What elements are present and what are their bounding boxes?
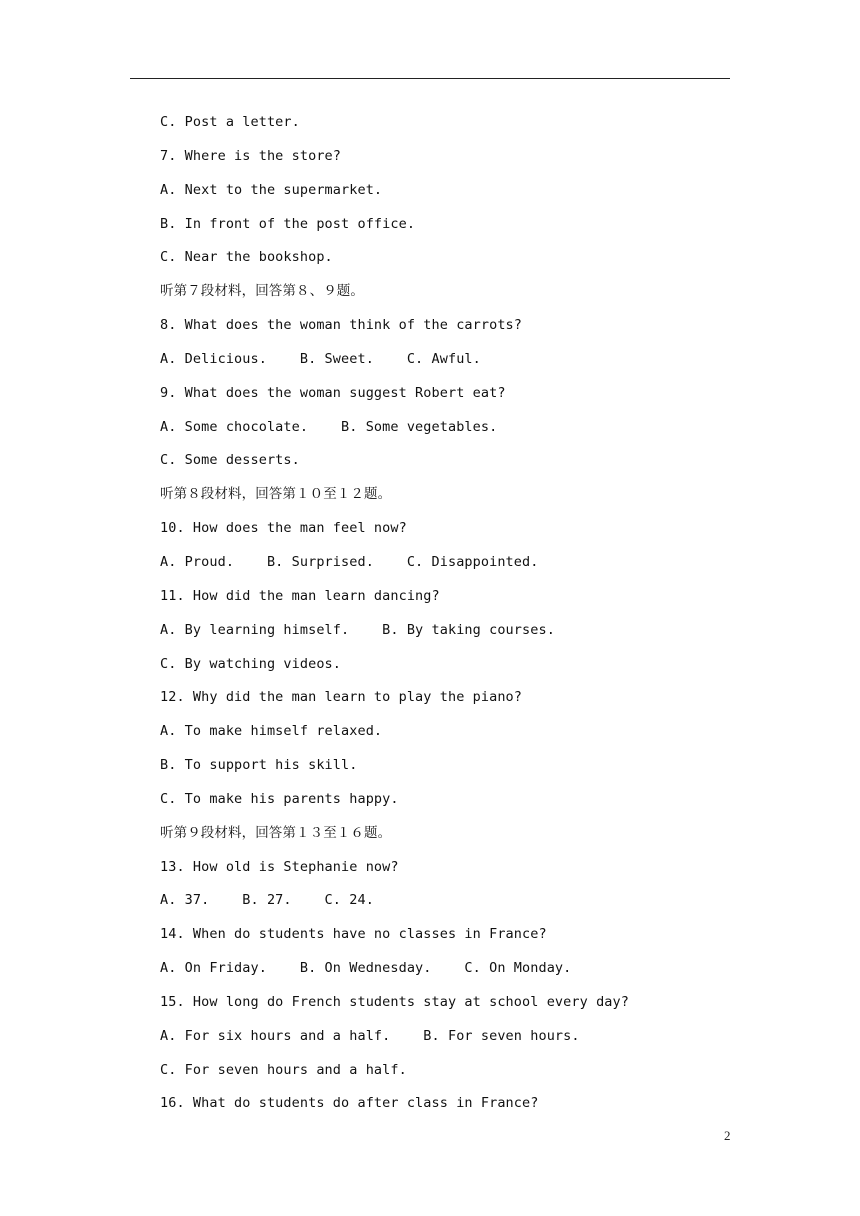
option-line: B. In front of the post office. bbox=[160, 215, 416, 232]
question-line: 9. What does the woman suggest Robert eat? bbox=[160, 384, 506, 401]
option-line: A. Next to the supermarket. bbox=[160, 181, 383, 198]
question-line: 16. What do students do after class in France? bbox=[160, 1095, 539, 1112]
question-line: 10. How does the man feel now? bbox=[160, 520, 407, 537]
question-line: 11. How did the man learn dancing? bbox=[160, 587, 440, 604]
option-line: C. Some desserts. bbox=[160, 452, 300, 469]
option-line: A. By learning himself. B. By taking courses. bbox=[160, 621, 555, 638]
section-heading: 听第８段材料，回答第１０至１２题。 bbox=[160, 486, 392, 503]
option-line: B. To support his skill. bbox=[160, 757, 358, 774]
section-heading: 听第９段材料，回答第１３至１６题。 bbox=[160, 824, 392, 841]
header-rule bbox=[130, 78, 730, 79]
page-number: 2 bbox=[724, 1128, 731, 1143]
question-line: 13. How old is Stephanie now? bbox=[160, 858, 399, 875]
option-line: A. For six hours and a half. B. For seven hours. bbox=[160, 1027, 580, 1044]
option-line: C. Post a letter. bbox=[160, 114, 300, 130]
document-body bbox=[160, 110, 740, 1125]
option-line: A. Some chocolate. B. Some vegetables. bbox=[160, 418, 498, 435]
option-line: A. Proud. B. Surprised. C. Disappointed. bbox=[160, 553, 539, 570]
question-line: 7. Where is the store? bbox=[160, 147, 342, 164]
option-line: C. To make his parents happy. bbox=[160, 790, 399, 807]
option-line: A. 37. B. 27. C. 24. bbox=[160, 892, 374, 909]
question-line: 8. What does the woman think of the carrots? bbox=[160, 317, 523, 334]
option-line: A. Delicious. B. Sweet. C. Awful. bbox=[160, 350, 481, 367]
option-line: A. On Friday. B. On Wednesday. C. On Monday. bbox=[160, 960, 572, 977]
question-line: 12. Why did the man learn to play the piano? bbox=[160, 689, 523, 706]
option-line: A. To make himself relaxed. bbox=[160, 723, 383, 740]
section-heading: 听第７段材料，回答第８、９题。 bbox=[160, 283, 364, 300]
question-line: 14. When do students have no classes in France? bbox=[160, 926, 547, 943]
question-line: 15. How long do French students stay at school every day? bbox=[160, 993, 629, 1010]
option-line: C. For seven hours and a half. bbox=[160, 1061, 407, 1078]
option-line: C. By watching videos. bbox=[160, 655, 342, 672]
option-line: C. Near the bookshop. bbox=[160, 249, 333, 266]
